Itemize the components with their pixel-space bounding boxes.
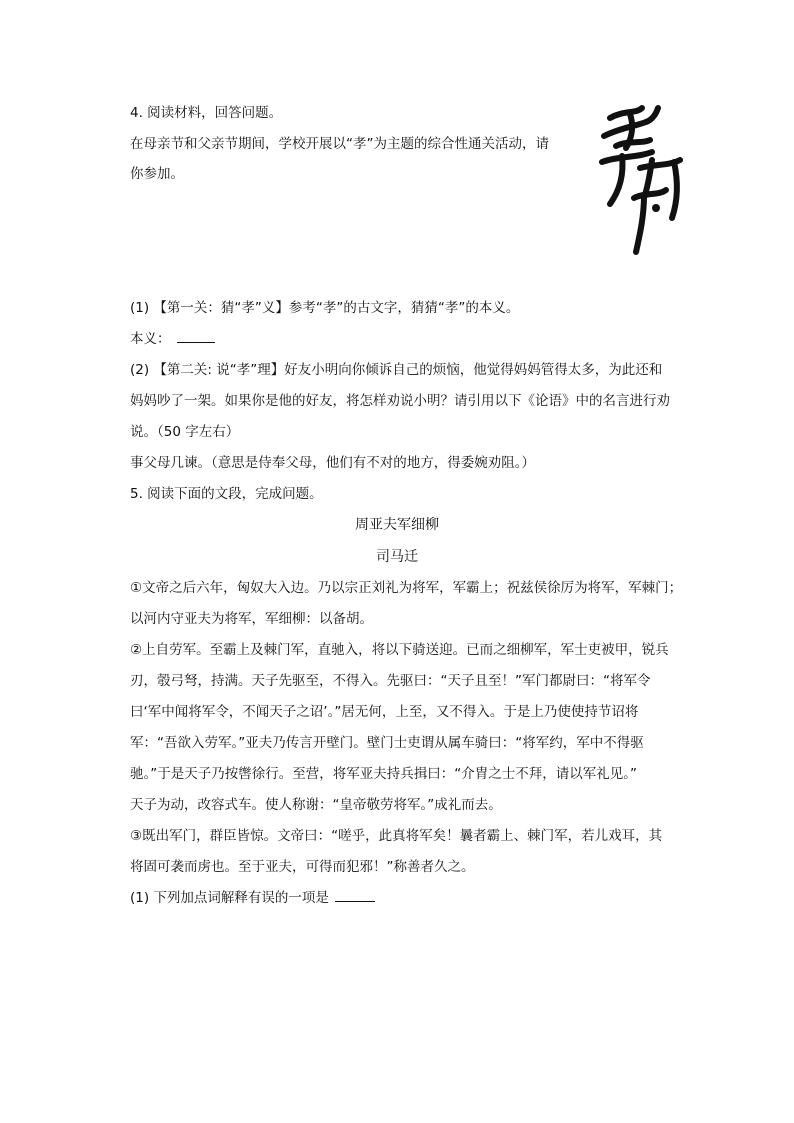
passage-line: 曰‘军中闻将军令，不闻天子之诏’。”居无何，上至，又不得入。于是上乃使使持节诏将 xyxy=(130,704,639,720)
sub-question-1-answer-row xyxy=(130,329,215,349)
question-4-intro-line-1: 在母亲节和父亲节期间，学校开展以“孝”为主题的综合性通关活动，请 xyxy=(130,136,549,152)
answer-label: 本义： xyxy=(130,331,171,347)
analects-quote: 事父母几谏。（意思是侍奉父母，他们有不对的地方，得委婉劝阻。） xyxy=(130,455,535,471)
passage-line: 以河内守亚夫为将军，军细柳：以备胡。 xyxy=(130,611,373,627)
passage-line: 天子为动，改容式车。使人称谢：“皇帝敬劳将军。”成礼而去。 xyxy=(130,797,502,813)
passage-line: ①文帝之后六年，匈奴大入边。乃以宗正刘礼为将军，军霸上；祝兹侯徐厉为将军，军棘门； xyxy=(130,580,683,596)
passage-line: 驰。”于是天子乃按辔徐行。至营，将军亚夫持兵揖曰：“介胄之士不拜，请以军礼见。” xyxy=(130,766,637,782)
passage-line: 将固可袭而虏也。至于亚夫，可得而犯邪！”称善者久之。 xyxy=(130,859,475,875)
question-4-intro-line-2: 你参加。 xyxy=(130,166,184,182)
passage-line: 军：“吾欲入劳军。”亚夫乃传言开壁门。壁门士吏谓从属车骑曰：“将军约，军中不得驱 xyxy=(130,735,644,751)
question-5-header: 5. 阅读下面的文段，完成问题。 xyxy=(130,486,323,502)
question-5-sub-1-row xyxy=(130,888,375,908)
sub-question-2-line-1: (2) 【第二关: 说“孝”理】好友小明向你倾诉自己的烦恼，他觉得妈妈管得太多，为此还和 xyxy=(130,362,663,378)
sub-question-1-prompt: (1) 【第一关：猜“孝”义】参考“孝”的古文字，猜猜“孝”的本义。 xyxy=(130,300,520,316)
answer-blank[interactable] xyxy=(335,888,375,902)
passage-line: ③既出军门，群臣皆惊。文帝曰：“嗟乎，此真将军矣！曩者霸上、棘门军，若儿戏耳，其 xyxy=(130,828,663,844)
sub-question-2-line-3: 说。（50 字左右） xyxy=(130,424,240,440)
passage-line: 刃，彀弓弩，持满。天子先驱至，不得入。先驱曰：“天子且至！”军门都尉曰：“将军令 xyxy=(130,673,651,689)
sub-question-2-line-2: 妈妈吵了一架。如果你是他的好友，将怎样劝说小明？请引用以下《论语》中的名言进行劝 xyxy=(130,393,670,409)
question-4-header: 4. 阅读材料，回答问题。 xyxy=(130,105,283,121)
question-5-sub-1-prompt: (1) 下列加点词解释有误的一项是 xyxy=(130,890,329,906)
passage-title: 周亚夫军细柳 xyxy=(355,517,439,533)
answer-blank[interactable] xyxy=(177,329,215,343)
passage-author: 司马迁 xyxy=(376,549,418,565)
ancient-xiao-seal-icon xyxy=(596,100,690,260)
passage-line: ②上自劳军。至霸上及棘门军，直驰入，将以下骑送迎。已而之细柳军，军士吏被甲，锐兵 xyxy=(130,642,669,658)
